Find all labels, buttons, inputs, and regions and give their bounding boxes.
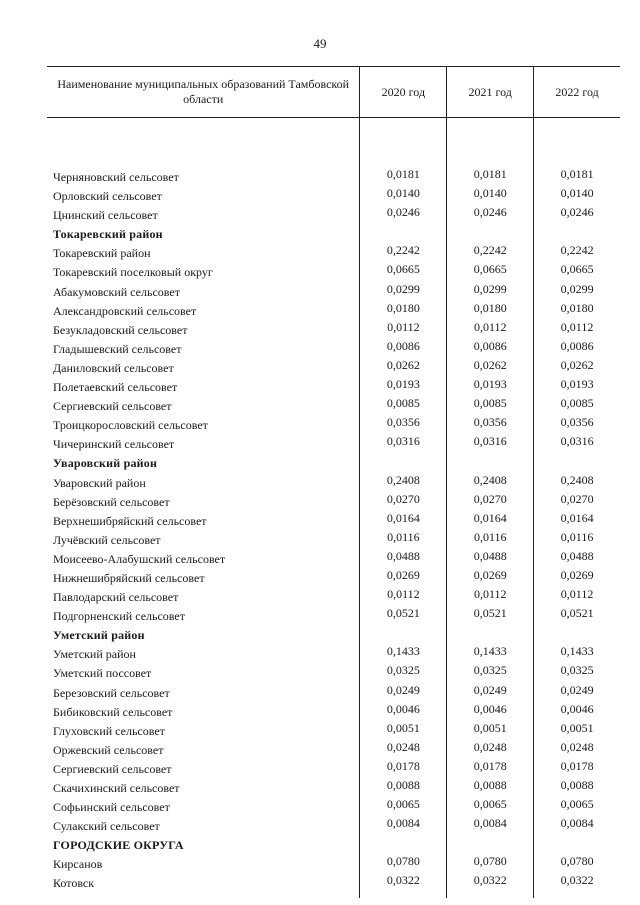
row-name: Сергиевский сельсовет [53, 761, 172, 776]
row-value-2022: 0,0065 [560, 797, 594, 812]
row-value-2022: 0,2408 [560, 472, 594, 487]
row-value-2021: 0,0248 [473, 739, 507, 754]
row-value-2021: 0,0246 [473, 205, 507, 220]
row-name: Скачихинский сельсовет [53, 781, 180, 795]
row-value-2022: 0,0665 [560, 262, 594, 277]
row-value-2020: 0,0316 [386, 434, 420, 449]
row-value-2022: 0,0269 [560, 567, 594, 582]
row-value-2022: 0,0246 [560, 205, 594, 220]
row-value-2022 [534, 623, 620, 642]
row-value-2021: 0,0780 [473, 854, 507, 869]
row-value-2020: 0,0181 [386, 167, 420, 181]
row-name: Токаревский район [53, 246, 151, 261]
row-value-2022: 0,0488 [560, 548, 594, 563]
row-value-2021: 0,0180 [473, 300, 507, 315]
row-name: Лучёвский сельсовет [53, 532, 161, 547]
row-value-2022: 0,0270 [560, 491, 594, 506]
row-value-2021 [447, 623, 533, 642]
row-value-2020: 0,0299 [386, 281, 420, 296]
row-value-2021: 0,0262 [473, 357, 507, 372]
row-value-2021: 0,0181 [473, 167, 507, 181]
row-name: Александровский сельсовет [53, 303, 197, 318]
table-body [47, 118, 620, 898]
row-value-2022: 0,0325 [560, 663, 594, 678]
row-value-2020: 0,0322 [386, 873, 420, 888]
row-value-2021: 0,0322 [473, 873, 507, 888]
section-heading: Уваровский район [53, 456, 158, 471]
row-name: Абакумовский сельсовет [53, 284, 180, 299]
row-value-2022: 0,0181 [560, 167, 594, 181]
header-year-2021: 2021 год [447, 67, 534, 117]
row-name: Орловский сельсовет [53, 189, 162, 204]
row-value-2021: 0,0086 [473, 338, 507, 353]
row-value-2020: 0,0088 [386, 778, 420, 792]
row-value-2021: 0,0178 [473, 758, 507, 773]
row-value-2020: 0,0140 [386, 186, 420, 201]
row-value-2021: 0,0112 [473, 319, 507, 334]
row-value-2020: 0,0665 [386, 262, 420, 277]
row-value-2021: 0,0065 [473, 797, 507, 812]
row-name: Уметский поссовет [53, 666, 152, 681]
row-value-2020: 0,0085 [386, 396, 420, 411]
row-value-2020: 0,0248 [386, 739, 420, 754]
row-value-2020: 0,2242 [386, 243, 420, 258]
row-value-2022: 0,0051 [560, 720, 594, 735]
row-name: Верхнешибряйский сельсовет [53, 513, 207, 528]
row-value-2021: 0,0249 [473, 682, 507, 697]
row-value-2020 [360, 451, 446, 470]
row-value-2020 [360, 623, 446, 642]
row-value-2021: 0,0164 [473, 510, 507, 525]
row-name: Черняновский сельсовет [53, 170, 179, 184]
row-value-2021: 0,0521 [473, 606, 507, 621]
row-value-2020: 0,2408 [386, 472, 420, 487]
row-name: Полетаевский сельсовет [53, 380, 178, 395]
row-value-2020: 0,0065 [386, 797, 420, 812]
row-value-2022: 0,0193 [560, 377, 594, 392]
row-name: Чичеринский сельсовет [53, 437, 175, 452]
values-column-2020 [360, 118, 447, 898]
row-value-2022: 0,0088 [560, 778, 594, 792]
row-value-2020: 0,0178 [386, 758, 420, 773]
row-value-2020: 0,0193 [386, 377, 420, 392]
row-value-2021: 0,0193 [473, 377, 507, 392]
municipal-coefficients-table [47, 66, 620, 898]
row-value-2021: 0,0299 [473, 281, 507, 296]
row-value-2022: 0,0084 [560, 816, 594, 831]
row-value-2021: 0,0046 [473, 701, 507, 716]
names-column [47, 118, 360, 898]
row-name: Кирсанов [53, 857, 103, 872]
row-name: Берёзовский сельсовет [53, 494, 170, 509]
row-value-2020: 0,0249 [386, 682, 420, 697]
row-value-2022: 0,0248 [560, 739, 594, 754]
row-name: Сергиевский сельсовет [53, 399, 172, 414]
row-value-2022: 0,0356 [560, 415, 594, 430]
row-value-2021: 0,0116 [473, 529, 507, 544]
row-value-2020: 0,0780 [386, 854, 420, 869]
row-value-2020: 0,0084 [386, 816, 420, 831]
row-name: Безукладовский сельсовет [53, 322, 188, 337]
row-value-2020: 0,0269 [386, 567, 420, 582]
row-value-2021: 0,0051 [473, 720, 507, 735]
row-name: Котовск [53, 876, 95, 891]
row-value-2020: 0,0116 [387, 529, 420, 544]
row-value-2020: 0,0325 [386, 663, 420, 678]
row-value-2021: 0,1433 [473, 644, 507, 659]
row-name: Софьинский сельсовет [53, 800, 170, 815]
row-name: Троицкорословский сельсовет [53, 418, 208, 433]
row-value-2022: 0,0116 [560, 529, 594, 544]
row-value-2022: 0,0299 [560, 281, 594, 296]
row-value-2020: 0,0046 [386, 701, 420, 716]
row-name: Гладышевский сельсовет [53, 341, 182, 356]
row-value-2020: 0,0488 [386, 548, 420, 563]
page-number: 49 [313, 36, 327, 51]
row-value-2022: 0,0178 [560, 758, 594, 773]
row-value-2021: 0,0112 [473, 587, 507, 602]
values-column-2021 [447, 118, 534, 898]
header-name-column: Наименование муниципальных образований Тамбовской области [47, 67, 360, 117]
row-value-2021: 0,0316 [473, 434, 507, 449]
row-name: Подгорненский сельсовет [53, 609, 185, 624]
row-value-2020: 0,0521 [386, 606, 420, 621]
table-header [47, 66, 620, 118]
row-name: Оржевский сельсовет [53, 742, 164, 757]
row-name: Моисеево-Алабушский сельсовет [53, 551, 226, 566]
row-name: Уметский район [53, 647, 136, 662]
row-value-2021: 0,0084 [473, 816, 507, 831]
row-name: Глуховский сельсовет [53, 723, 165, 738]
row-value-2022: 0,0316 [560, 434, 594, 449]
row-value-2020: 0,0051 [386, 720, 420, 735]
row-value-2020: 0,0112 [387, 319, 420, 334]
row-value-2020: 0,0086 [386, 338, 420, 353]
row-value-2020: 0,1433 [386, 644, 420, 659]
row-value-2022: 0,0322 [560, 873, 594, 888]
row-value-2021 [447, 451, 533, 470]
row-name: Даниловский сельсовет [53, 360, 174, 375]
row-value-2020: 0,0356 [386, 415, 420, 430]
row-name: Сулакский сельсовет [53, 819, 160, 834]
row-value-2022 [534, 833, 620, 852]
row-value-2020: 0,0262 [386, 357, 420, 372]
row-value-2020: 0,0270 [386, 491, 420, 506]
row-value-2022: 0,0262 [560, 357, 594, 372]
row-value-2022: 0,0086 [560, 338, 594, 353]
row-value-2020: 0,0164 [386, 510, 420, 525]
row-name: Павлодарский сельсовет [53, 590, 179, 605]
row-value-2020: 0,0180 [386, 300, 420, 315]
row-value-2022: 0,0249 [560, 682, 594, 697]
row-value-2021: 0,0325 [473, 663, 507, 678]
row-value-2021: 0,0665 [473, 262, 507, 277]
row-name: Березовский сельсовет [53, 685, 170, 700]
row-value-2021 [447, 222, 533, 241]
row-value-2022: 0,0521 [560, 606, 594, 621]
row-value-2020 [360, 222, 446, 241]
row-value-2021: 0,0270 [473, 491, 507, 506]
row-value-2021: 0,2242 [473, 243, 507, 258]
row-value-2021: 0,2408 [473, 472, 507, 487]
row-value-2021: 0,0356 [473, 415, 507, 430]
row-value-2022: 0,2242 [560, 243, 594, 258]
row-name: Бибиковский сельсовет [53, 704, 173, 719]
section-heading: ГОРОДСКИЕ ОКРУГА [53, 838, 184, 853]
row-name: Токаревский поселковый округ [53, 265, 213, 280]
row-value-2022: 0,0180 [560, 300, 594, 315]
row-value-2021: 0,0088 [473, 778, 507, 792]
row-value-2021: 0,0488 [473, 548, 507, 563]
row-value-2021 [447, 833, 533, 852]
row-value-2022: 0,0780 [560, 854, 594, 869]
section-heading: Уметский район [53, 628, 145, 643]
row-value-2022 [534, 222, 620, 241]
values-column-2022 [534, 118, 620, 898]
section-heading: Токаревский район [53, 227, 163, 242]
row-value-2022: 0,0112 [560, 587, 594, 602]
row-value-2022: 0,1433 [560, 644, 594, 659]
row-value-2021: 0,0140 [473, 186, 507, 201]
row-value-2020: 0,0112 [387, 587, 420, 602]
row-name: Цнинский сельсовет [53, 208, 158, 223]
row-value-2022: 0,0140 [560, 186, 594, 201]
header-year-2020: 2020 год [360, 67, 447, 117]
row-value-2021: 0,0085 [473, 396, 507, 411]
row-value-2022: 0,0085 [560, 396, 594, 411]
row-name: Уваровский район [53, 475, 146, 490]
row-value-2020 [360, 833, 446, 852]
row-value-2021: 0,0269 [473, 567, 507, 582]
row-value-2020: 0,0246 [386, 205, 420, 220]
row-name: Нижнешибряйский сельсовет [53, 570, 205, 585]
row-value-2022: 0,0112 [560, 319, 594, 334]
row-value-2022: 0,0164 [560, 510, 594, 525]
row-value-2022: 0,0046 [560, 701, 594, 716]
row-value-2022 [534, 451, 620, 470]
header-year-2022: 2022 год [555, 84, 599, 99]
